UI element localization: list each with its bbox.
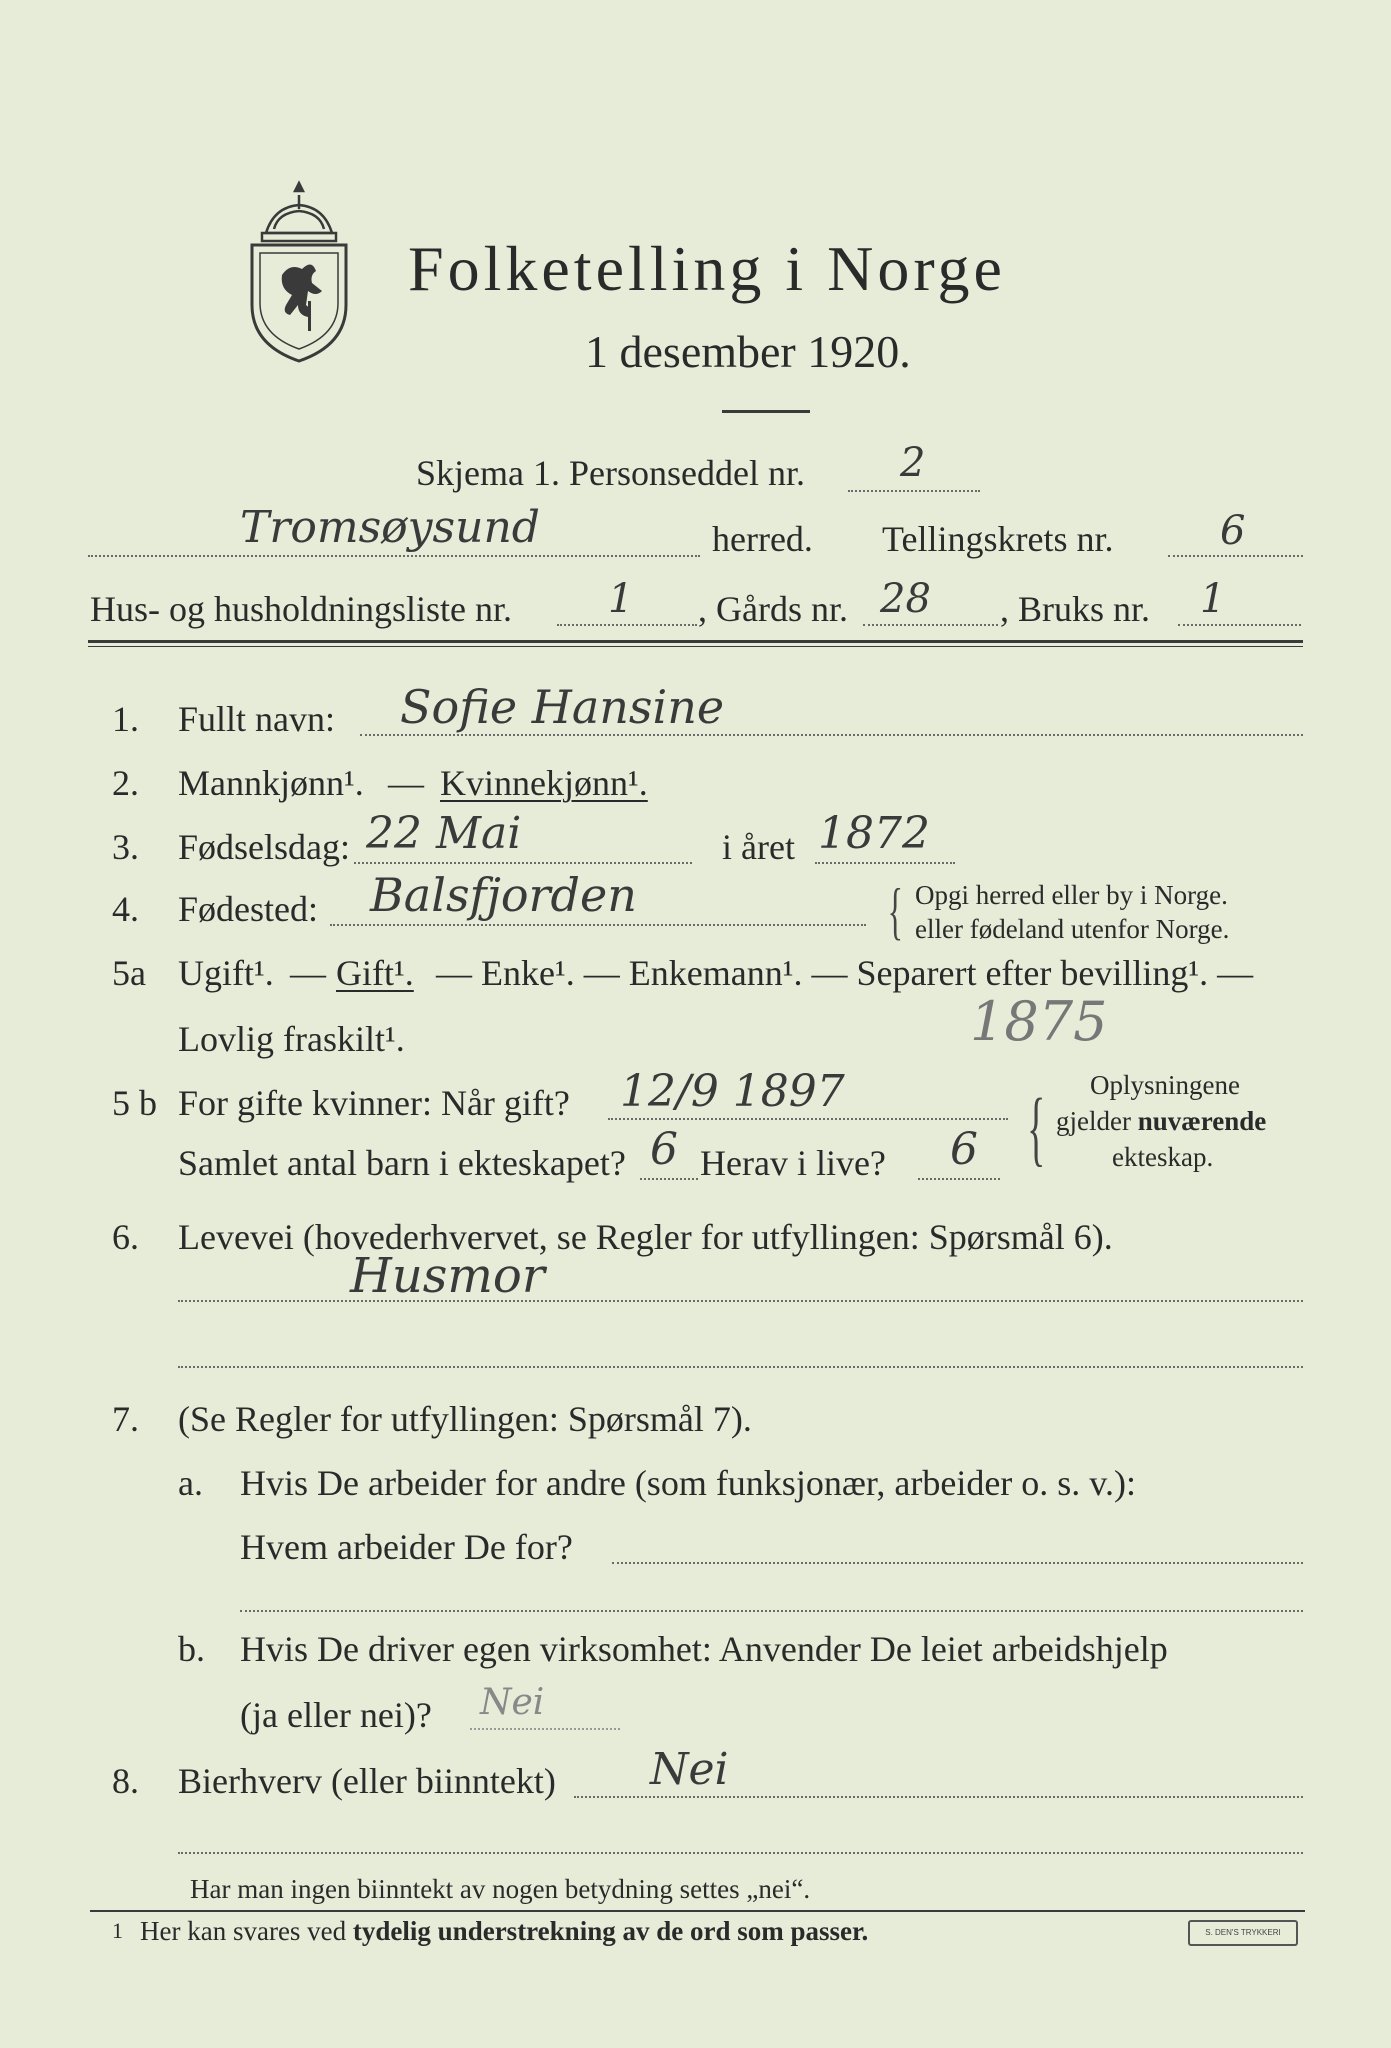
q5b-note-brace: { (1027, 1082, 1046, 1175)
gards-label: , Gårds nr. (698, 589, 848, 629)
q7b-letter: b. (178, 1629, 205, 1669)
q4-field-line (330, 924, 866, 926)
q7b-answer-label: (ja eller nei)? (240, 1695, 432, 1735)
q5b-alive-value: 6 (950, 1124, 978, 1175)
q4-label: Fødested: (178, 889, 318, 929)
title-divider (722, 410, 810, 413)
tellingskrets-label: Tellingskrets nr. (882, 519, 1114, 559)
no-income-note: Har man ingen biinntekt av nogen betydning settes „nei“. (190, 1874, 811, 1904)
q7a-label: Hvis De arbeider for andre (som funksjonær, arbeider o. s. v.): (240, 1463, 1136, 1503)
q6-number: 6. (112, 1217, 139, 1257)
q4-note-brace: { (887, 875, 904, 946)
q6-field-line-2 (178, 1366, 1303, 1368)
hus-value: 1 (608, 576, 634, 622)
q1-number: 1. (112, 699, 139, 739)
bruks-field-line (1178, 624, 1301, 626)
q5b-alive-label: Herav i live? (700, 1143, 886, 1183)
q3-year-value: 1872 (818, 808, 930, 859)
q7a-field-line-1 (612, 1562, 1303, 1564)
gards-field-line (863, 624, 998, 626)
q4-number: 4. (112, 889, 139, 929)
norway-coat-of-arms-icon (244, 175, 354, 365)
q1-value: Sofie Hansine (400, 680, 725, 734)
herred-value: Tromsøysund (240, 502, 540, 553)
q5b-children-field-line (640, 1178, 698, 1180)
q4-note-line2: eller fødeland utenfor Norge. (915, 914, 1230, 944)
q7-label: (Se Regler for utfyllingen: Spørsmål 7). (178, 1399, 752, 1439)
q5a-fraskilt-option: Lovlig fraskilt¹. (178, 1019, 405, 1059)
q7-number: 7. (112, 1399, 139, 1439)
footer-rule (90, 1910, 1305, 1912)
q5a-other-options: — Enke¹. — Enkemann¹. — Separert efter bevilling¹. — (436, 953, 1254, 993)
census-date: 1 desember 1920. (585, 326, 911, 377)
q8-field-line-1 (574, 1796, 1303, 1798)
q6-field-line-1 (178, 1300, 1303, 1302)
q7b-label: Hvis De driver egen virksomhet: Anvender De leiet arbeidshjelp (240, 1629, 1168, 1669)
q5b-field-line (608, 1118, 1008, 1120)
q1-field-line (360, 734, 1303, 736)
bruks-value: 1 (1200, 576, 1226, 622)
schema-field-line (848, 490, 980, 492)
herred-field-line (88, 555, 700, 557)
header-rule-top (88, 640, 1303, 643)
tellingskrets-field-line (1168, 555, 1303, 557)
q8-label: Bierhverv (eller biinntekt) (178, 1761, 556, 1801)
footnote-text: Her kan svares ved tydelig understrekning av de ord som passer. (140, 1916, 869, 1946)
q8-field-line-2 (178, 1852, 1303, 1854)
hus-field-line (557, 624, 697, 626)
q8-value: Nei (650, 1744, 729, 1795)
gards-value: 28 (880, 576, 931, 622)
q3-field-line (354, 862, 692, 864)
q7a-employer-label: Hvem arbeider De for? (240, 1527, 573, 1567)
q5b-children-label: Samlet antal barn i ekteskapet? (178, 1143, 626, 1183)
q7a-letter: a. (178, 1463, 203, 1503)
q1-label: Fullt navn: (178, 699, 336, 739)
q6-label: Levevei (hovederhvervet, se Regler for utfyllingen: Spørsmål 6). (178, 1217, 1113, 1257)
schema-value: 2 (900, 440, 926, 486)
q5a-gift-option: Gift¹. (336, 953, 414, 993)
q4-value: Balsfjorden (370, 868, 637, 922)
footnote-mark: 1 (112, 1918, 123, 1943)
bruks-label: , Bruks nr. (1000, 589, 1151, 629)
header-rule-bottom (88, 646, 1303, 647)
q5a-margin-note: 1875 (970, 990, 1108, 1053)
q5b-note-line2: gjelder nuværende (1056, 1106, 1267, 1136)
q5b-note-line3: ekteskap. (1112, 1142, 1214, 1172)
q3-number: 3. (112, 827, 139, 867)
q2-separator: — (388, 763, 424, 803)
q5b-value: 12/9 1897 (620, 1066, 845, 1117)
q5a-ugift-option: Ugift¹. (178, 953, 274, 993)
q5a-separator: — (290, 953, 326, 993)
q3-value: 22 Mai (366, 808, 522, 859)
printer-stamp: S. DEN'S TRYKKERI (1188, 1920, 1298, 1946)
q8-number: 8. (112, 1761, 139, 1801)
page-title: Folketelling i Norge (408, 233, 1006, 304)
herred-label: herred. (712, 519, 813, 559)
q3-label: Fødselsdag: (178, 827, 351, 867)
q2-number: 2. (112, 763, 139, 803)
q5b-note-line1: Oplysningene (1090, 1070, 1240, 1100)
q5b-alive-field-line (918, 1178, 1000, 1180)
q5b-label: For gifte kvinner: Når gift? (178, 1083, 570, 1123)
q5b-number: 5 b (112, 1083, 157, 1123)
q6-value: Husmor (350, 1248, 545, 1304)
q4-note-line1: Opgi herred eller by i Norge. (915, 880, 1228, 910)
q2-female-option: Kvinnekjønn¹. (440, 763, 648, 803)
tellingskrets-value: 6 (1220, 508, 1246, 554)
q7b-field-line (470, 1728, 620, 1730)
hus-label: Hus- og husholdningsliste nr. (90, 589, 513, 629)
q2-male-option: Mannkjønn¹. (178, 763, 364, 803)
q3-year-field-line (815, 862, 955, 864)
q7b-value: Nei (480, 1682, 545, 1723)
q3-year-label: i året (722, 827, 795, 867)
q5b-children-value: 6 (650, 1124, 678, 1175)
q5a-number: 5a (112, 953, 146, 993)
q7a-field-line-2 (240, 1610, 1303, 1612)
schema-label: Skjema 1. Personseddel nr. (416, 453, 805, 493)
